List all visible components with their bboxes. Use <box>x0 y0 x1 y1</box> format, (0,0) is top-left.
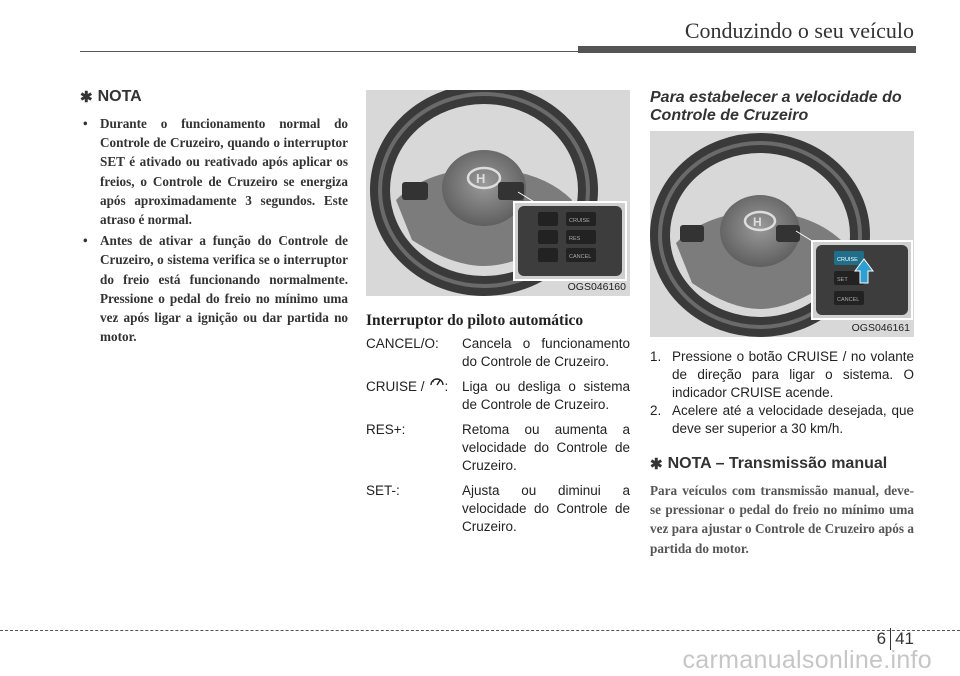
steering-wheel-set-illustration <box>650 131 914 337</box>
bullet-icon: • <box>83 116 88 131</box>
cruise-button-label-2: CRUISE <box>837 257 858 263</box>
manual-note-heading-label: NOTA – Transmissão manual <box>667 455 888 472</box>
step-text: Pressione o botão CRUISE / no volante de direção para ligar o sistema. O indicador CRUISE acende. <box>672 349 914 400</box>
cancel-button-label: CANCEL <box>569 254 592 260</box>
header-bar <box>578 46 916 53</box>
step-text: Acelere até a velocidade desejada, que deve ser superior a 30 km/h. <box>672 403 914 436</box>
definition-row <box>366 335 630 371</box>
note-bullet <box>80 231 348 346</box>
page-number-value: 41 <box>895 629 914 648</box>
step-item <box>650 402 914 438</box>
definition-row <box>366 378 630 414</box>
cancel-button-label-2: CANCEL <box>837 297 860 303</box>
steering-wheel-figure-set <box>650 131 914 337</box>
colon-separator: : <box>444 379 449 394</box>
note-bullet <box>80 114 348 229</box>
watermark: carmanualsonline.info <box>682 646 932 674</box>
step-number: 2. <box>650 403 662 418</box>
section-number: 6 <box>876 629 887 648</box>
switch-heading: Interruptor do piloto automático <box>366 312 584 329</box>
cruise-button-label: CRUISE <box>569 218 590 224</box>
star-icon: ✱ <box>650 456 663 473</box>
definition-row <box>366 482 630 536</box>
definition-term: RES+: <box>366 422 406 437</box>
step-item <box>650 348 914 402</box>
note-heading-label: NOTA <box>97 88 142 105</box>
figure-code: OGS046161 <box>851 322 910 334</box>
definition-term-cruise <box>366 378 462 414</box>
header-title: Conduzindo o seu veículo <box>684 18 914 43</box>
svg-text:H: H <box>476 171 486 186</box>
note-section <box>80 88 348 348</box>
definition-term: SET-: <box>366 483 400 498</box>
definition-row <box>366 421 630 475</box>
manual-note-heading <box>650 455 887 473</box>
cruise-control-icon <box>429 374 445 390</box>
definition-term: CANCEL/O: <box>366 336 439 351</box>
definitions-list <box>366 335 630 543</box>
note-heading <box>80 88 348 106</box>
set-button-label: SET <box>837 277 848 283</box>
step-number: 1. <box>650 349 662 364</box>
steering-wheel-figure <box>366 90 630 296</box>
header-rule <box>80 51 578 52</box>
svg-text:H: H <box>753 215 762 229</box>
res-button-label: RES <box>569 236 581 242</box>
note-bullet-text: Durante o funcionamento normal do Controle de Cruzeiro, quando o interruptor SET é ativado ou reativado após aplicar os freios, o Controle de Cruzeiro se energiza após aproximadamente 3 segundos. Este atraso é normal. <box>100 116 348 228</box>
set-speed-heading: Para estabelecer a velocidade do Controle de Cruzeiro <box>650 89 902 124</box>
definition-desc: Ajusta ou diminui a velocidade do Controle de Cruzeiro. <box>462 483 630 534</box>
star-icon: ✱ <box>80 89 93 106</box>
figure-code: OGS046160 <box>567 281 626 293</box>
definition-desc: Liga ou desliga o sistema de Controle de Cruzeiro. <box>462 379 630 412</box>
steering-wheel-illustration <box>366 90 630 296</box>
definition-desc: Cancela o funcionamento do Controle de Cruzeiro. <box>462 336 630 369</box>
definition-desc: Retoma ou aumenta a velocidade do Controle de Cruzeiro. <box>462 422 630 473</box>
definition-term: CRUISE / <box>366 379 425 394</box>
steps-list <box>650 348 914 438</box>
manual-note-text: Para veículos com transmissão manual, deve-se pressionar o pedal do freio no mínimo uma vez para ajustar o Controle de Cruzeiro após a partida do motor. <box>650 483 914 556</box>
footer-rule <box>0 630 960 631</box>
note-bullet-text: Antes de ativar a função do Controle de Cruzeiro, o sistema verifica se o interruptor do freio está funcionando normalmente. Pressione o pedal do freio no mínimo uma vez após ligar a ignição ou dar partida no motor. <box>100 233 348 345</box>
bullet-icon: • <box>83 233 88 249</box>
